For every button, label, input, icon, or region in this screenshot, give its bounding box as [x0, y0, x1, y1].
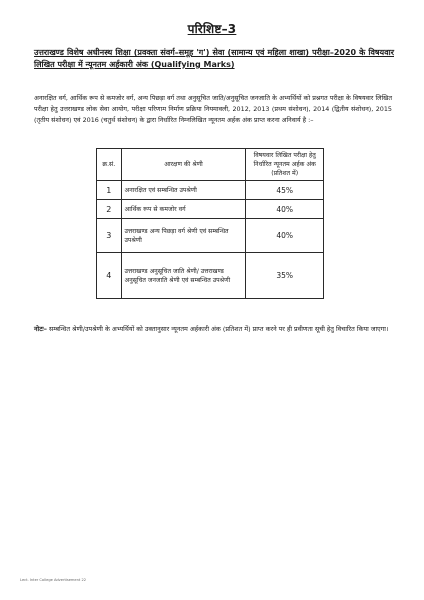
header-category: आरक्षण की श्रेणी — [121, 149, 246, 181]
table-header-row — [97, 149, 324, 181]
note — [34, 324, 392, 335]
qualifying-marks-table — [96, 148, 324, 299]
table-row — [97, 219, 324, 253]
row-serial-number: 4 — [97, 253, 122, 299]
row-serial-number: 3 — [97, 219, 122, 253]
intro-paragraph: अनारक्षित वर्ग, आर्थिक रूप से कमजोर वर्ग, अन्य पिछड़ा वर्ग तथा अनुसूचित जाति/अनुसूचित जनजाति के अभ्यर्थियों को प्रश्नगत परीक्षा के विषयवार लिखित परीक्षा हेतु उत्तराखण्ड लोक सेवा आयोग, परीक्षा परिणाम निर्माण प्रक्रिया नियमावली, 2012, 2013 (प्रथम संशोधन), 2014 (द्वितीय संशोधन), 2015 (तृतीय संशोधन) एवं 2016 (चतुर्थ संशोधन) के द्वारा निर्धारित निम्नलिखित न्यूनतम अर्हक अंक प्राप्त करना अनिवार्य है :– — [34, 94, 392, 124]
row-category: उत्तराखण्ड अन्य पिछड़ा वर्ग श्रेणी एवं सम्बन्धित उपश्रेणी — [121, 219, 246, 253]
page-footer: Lect. Inter College Advertisement 22 — [20, 578, 87, 582]
header-serial-number: क्र.सं. — [97, 149, 122, 181]
appendix-title: परिशिष्ट–3 — [187, 22, 237, 36]
row-serial-number: 1 — [97, 181, 122, 200]
row-qualifying-marks: 45% — [246, 181, 324, 200]
row-qualifying-marks: 40% — [246, 219, 324, 253]
row-category: आर्थिक रूप से कमजोर वर्ग — [121, 200, 246, 219]
row-serial-number: 2 — [97, 200, 122, 219]
document-heading: उत्तराखण्ड विशेष अधीनस्थ शिक्षा (प्रवक्ता संवर्ग–समूह 'ग') सेवा (सामान्य एवं महिला शाखा) परीक्षा–2020 के विषयवार लिखित परीक्षा में न्यूनतम अर्हकारी अंक (Qualifying Marks) — [34, 48, 394, 69]
row-category: उत्तराखण्ड अनुसूचित जाति श्रेणी/ उत्तराखण्ड अनुसूचित जनजाति श्रेणी एवं सम्बन्धित उपश्रेणी — [121, 253, 246, 299]
note-text: सम्बन्धित श्रेणी/उपश्रेणी के अभ्यर्थियों को उक्तानुसार न्यूनतम अर्हकारी अंक (प्रतिशत में) प्राप्त करने पर ही प्रवीणता सूची हेतु विचारित किया जाएगा। — [46, 325, 389, 333]
table-row — [97, 253, 324, 299]
row-qualifying-marks: 35% — [246, 253, 324, 299]
table-row — [97, 181, 324, 200]
table-row — [97, 200, 324, 219]
row-qualifying-marks: 40% — [246, 200, 324, 219]
note-label: नोटः– — [34, 325, 47, 333]
row-category: अनारक्षित एवं सम्बन्धित उपश्रेणी — [121, 181, 246, 200]
header-qualifying-marks: विषयवार लिखित परीक्षा हेतु निर्धारित न्यूनतम अर्हक अंक (प्रतिशत में) — [246, 149, 324, 181]
